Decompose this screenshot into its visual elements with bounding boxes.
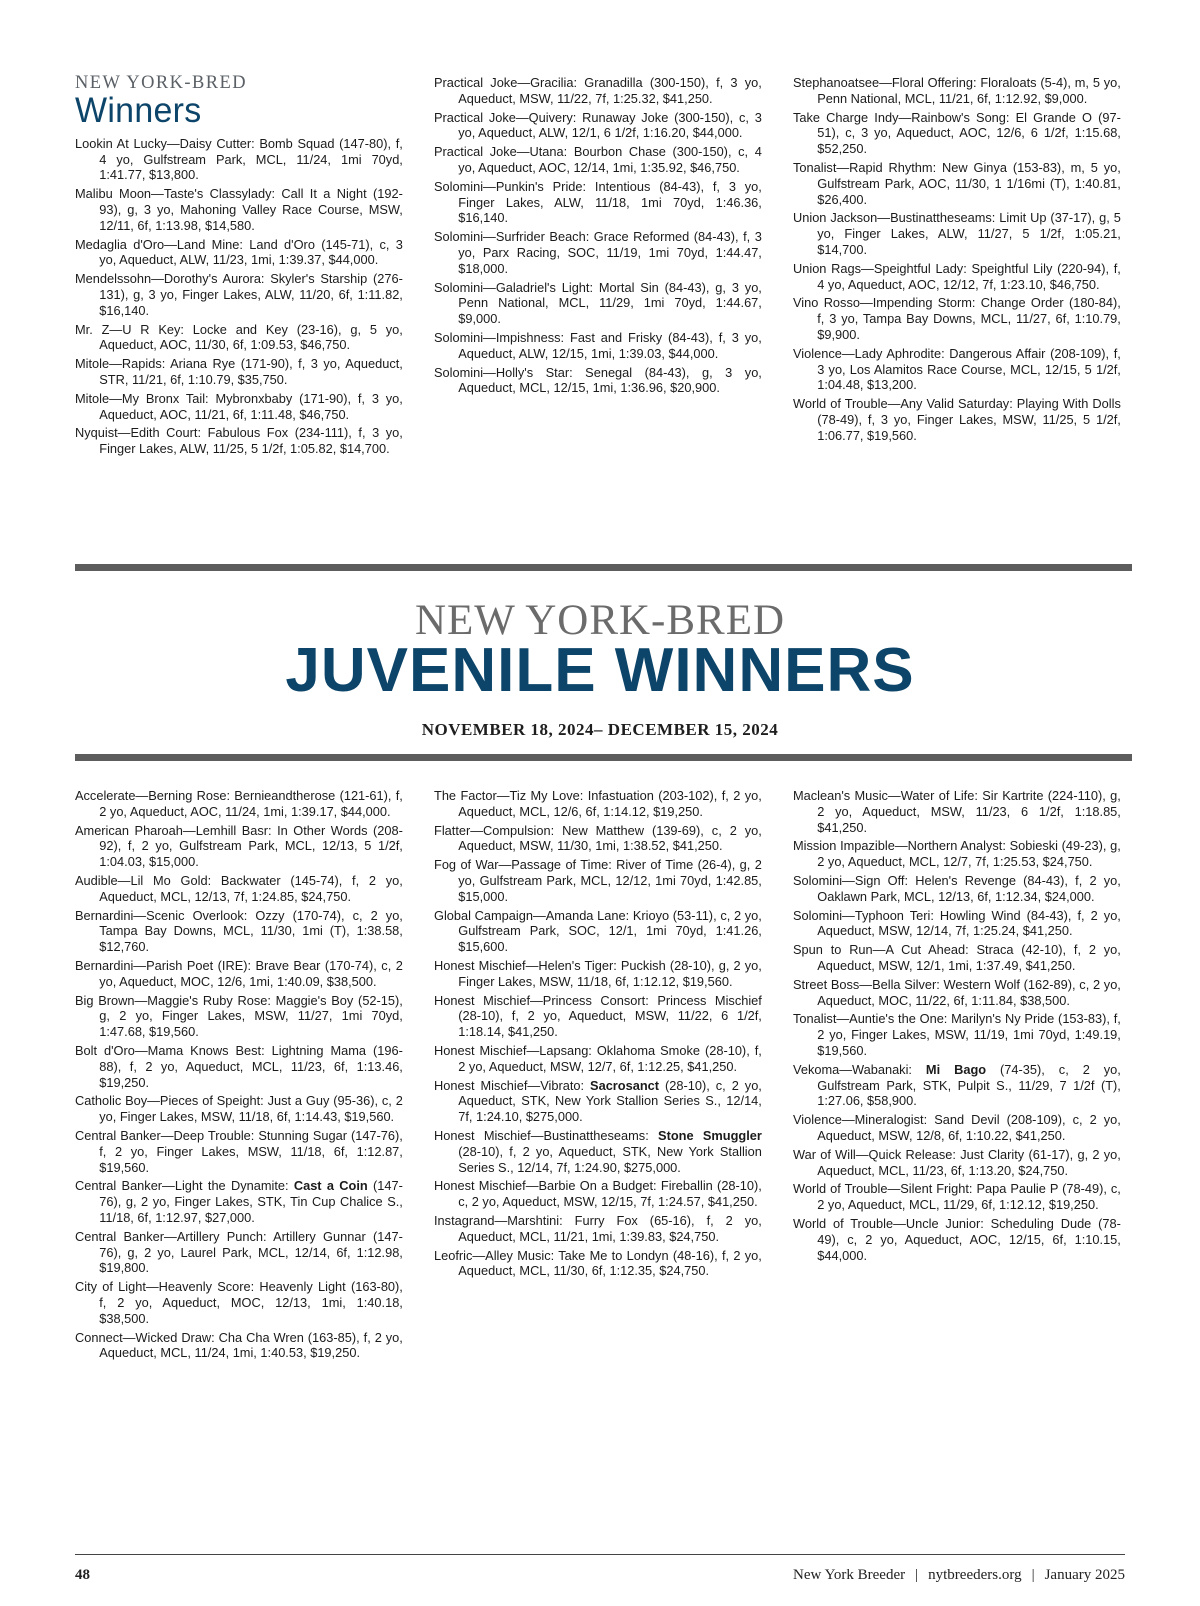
entry-pedigree: Honest Mischief—Vibrato: (434, 1077, 591, 1093)
juvenile-entry: Leofric—Alley Music: Take Me to Londyn (48-16), f, 2 yo, Aqueduct, MCL, 11/30, 6f, 1:12.35, $24,750. (434, 1247, 762, 1279)
winner-entry: Solomini—Surfrider Beach: Grace Reformed (84-43), f, 3 yo, Parx Racing, SOC, 11/19, 1mi 70yd, 1:44.47, $18,000. (434, 229, 762, 276)
juvenile-entry: Honest Mischief—Lapsang: Oklahoma Smoke (28-10), f, 2 yo, Aqueduct, MSW, 12/7, 6f, 1:12.25, $41,250. (434, 1042, 762, 1074)
entry-details: (28-10), c, 2 yo, Aqueduct, STK, New York Stallion Series S., 12/14, 7f, 1:24.10, $275,000. (458, 1077, 762, 1125)
juvenile-entry (434, 1078, 762, 1125)
juvenile-entry: World of Trouble—Silent Fright: Papa Paulie P (78-49), c, 2 yo, Aqueduct, MCL, 11/29, 6f, 1:12.12, $19,250. (793, 1181, 1121, 1213)
website-link[interactable]: nytbreeders.org (928, 1567, 1022, 1583)
juvenile-entry: Violence—Mineralogist: Sand Devil (208-109), c, 2 yo, Aqueduct, MSW, 12/8, 6f, 1:10.22, $41,250. (793, 1112, 1121, 1143)
juvenile-entry: Honest Mischief—Helen's Tiger: Puckish (28-10), g, 2 yo, Finger Lakes, MSW, 11/18, 6f, 1:12.12, $19,560. (434, 957, 762, 989)
juvenile-entry: Honest Mischief—Barbie On a Budget: Fireballin (28-10), c, 2 yo, Aqueduct, MSW, 12/15, 7f, 1:24.57, $41,250. (434, 1178, 762, 1210)
winner-entry: Tonalist—Rapid Rhythm: New Ginya (153-83), m, 5 yo, Gulfstream Park, AOC, 11/30, 1 1/16mi (T), 1:40.81, $26,400. (793, 159, 1121, 207)
winner-entry: Stephanoatsee—Floral Offering: Floraloats (5-4), m, 5 yo, Penn National, MCL, 11/21, 6f, 1:12.92, $9,000. (793, 75, 1121, 106)
juvenile-entry: Audible—Lil Mo Gold: Backwater (145-74), f, 2 yo, Aqueduct, MCL, 12/13, 7f, 1:24.85, $24,750. (75, 872, 403, 904)
winner-entry: Practical Joke—Quivery: Runaway Joke (300-150), c, 3 yo, Aqueduct, ALW, 12/1, 6 1/2f, 1:16.20, $44,000. (434, 109, 762, 141)
juvenile-column-2 (434, 788, 762, 1364)
winner-entry: Mr. Z—U R Key: Locke and Key (23-16), g, 5 yo, Aqueduct, AOC, 11/30, 6f, 1:09.53, $46,750. (75, 321, 403, 353)
winner-entry: Solomini—Holly's Star: Senegal (84-43), g, 3 yo, Aqueduct, MCL, 12/15, 1mi, 1:36.96, $20,900. (434, 364, 762, 396)
winners-column-3 (793, 75, 1121, 460)
juvenile-entry: Central Banker—Deep Trouble: Stunning Sugar (147-76), f, 2 yo, Finger Lakes, MSW, 11/18, 6f, 1:12.87, $19,560. (75, 1127, 403, 1175)
juvenile-entry: War of Will—Quick Release: Just Clarity (61-17), g, 2 yo, Aqueduct, MCL, 11/23, 6f, 1:13.20, $24,750. (793, 1146, 1121, 1178)
juvenile-title: JUVENILE WINNERS (285, 636, 915, 705)
winner-entry: Practical Joke—Utana: Bourbon Chase (300-150), c, 4 yo, Aqueduct, AOC, 12/14, 1mi, 1:35.92, $46,750. (434, 144, 762, 175)
winners-column-1 (75, 72, 403, 460)
juvenile-entry: American Pharoah—Lemhill Basr: In Other Words (208-92), f, 2 yo, Gulfstream Park, MCL, 12/13, 5 1/2f, 1:04.03, $15,000. (75, 822, 403, 870)
juvenile-column-1 (75, 788, 403, 1364)
juvenile-entry: Big Brown—Maggie's Ruby Rose: Maggie's Boy (52-15), g, 2 yo, Finger Lakes, MSW, 11/27, 1mi 70yd, 1:47.68, $19,560. (75, 992, 403, 1040)
juvenile-kicker: NEW YORK-BRED (414, 597, 786, 644)
winner-entry: Nyquist—Edith Court: Fabulous Fox (234-111), f, 3 yo, Finger Lakes, ALW, 11/25, 5 1/2f, 1:05.82, $14,700. (75, 425, 403, 457)
footer-rule (75, 1554, 1125, 1555)
winner-entry: Practical Joke—Gracilia: Granadilla (300-150), f, 3 yo, Aqueduct, MSW, 11/22, 7f, 1:25.32, $41,250. (434, 75, 762, 106)
juvenile-entry: Solomini—Typhoon Teri: Howling Wind (84-43), f, 2 yo, Aqueduct, MSW, 12/14, 7f, 1:25.24, $41,250. (793, 907, 1121, 939)
juvenile-column-3 (793, 788, 1121, 1364)
winner-entry: Mitole—Rapids: Ariana Rye (171-90), f, 3 yo, Aqueduct, STR, 11/21, 6f, 1:10.79, $35,750. (75, 356, 403, 387)
winner-entry: World of Trouble—Any Valid Saturday: Playing With Dolls (78-49), f, 3 yo, Finger Lakes, MSW, 11/25, 5 1/2f, 1:06.77, $19,560. (793, 396, 1121, 443)
juvenile-entry: Instagrand—Marshtini: Furry Fox (65-16), f, 2 yo, Aqueduct, MCL, 11/21, 1mi, 1:39.83, $24,750. (434, 1212, 762, 1244)
juvenile-entry (434, 1128, 762, 1175)
winner-entry: Mendelssohn—Dorothy's Aurora: Skyler's Starship (276-131), g, 3 yo, Finger Lakes, ALW, 11/20, 6f, 1:11.82, $16,140. (75, 271, 403, 318)
footer-separator: | (915, 1567, 919, 1583)
juvenile-entry: City of Light—Heavenly Score: Heavenly Light (163-80), f, 2 yo, Aqueduct, MOC, 12/13, 1mi, 1:40.18, $38,500. (75, 1279, 403, 1326)
winner-entry: Union Jackson—Bustinattheseams: Limit Up (37-17), g, 5 yo, Finger Lakes, ALW, 11/27, 5 1/2f, 1:05.21, $14,700. (793, 210, 1121, 257)
winner-entry: Solomini—Punkin's Pride: Intentious (84-43), f, 3 yo, Finger Lakes, ALW, 11/18, 1mi 70yd, 1:46.36, $16,140. (434, 178, 762, 226)
winner-entry: Mitole—My Bronx Tail: Mybronxbaby (171-90), f, 3 yo, Aqueduct, AOC, 11/21, 6f, 1:11.48, $46,750. (75, 390, 403, 422)
entry-details: (28-10), f, 2 yo, Aqueduct, STK, New York Stallion Series S., 12/14, 7f, 1:24.90, $275,000. (458, 1143, 762, 1175)
page-number: 48 (75, 1567, 90, 1583)
stakes-winner-name: Mi Bago (925, 1061, 987, 1077)
juvenile-entry: Central Banker—Artillery Punch: Artillery Gunnar (147-76), g, 2 yo, Laurel Park, MCL, 12/14, 6f, 1:12.98, $19,800. (75, 1228, 403, 1276)
entry-details: (74-35), c, 2 yo, Gulfstream Park, STK, Pulpit S., 11/29, 7 1/2f (T), 1:27.06, $58,900. (817, 1061, 1121, 1109)
juvenile-date-range: NOVEMBER 18, 2024– DECEMBER 15, 2024 (421, 720, 779, 739)
winner-entry: Union Rags—Speightful Lady: Speightful Lily (220-94), f, 4 yo, Aqueduct, AOC, 12/12, 7f, 1:23.10, $46,750. (793, 260, 1121, 292)
juvenile-entry: Bolt d'Oro—Mama Knows Best: Lightning Mama (196-88), f, 2 yo, Aqueduct, MCL, 11/23, 6f, 1:13.46, $19,250. (75, 1042, 403, 1090)
juvenile-entry: The Factor—Tiz My Love: Infastuation (203-102), f, 2 yo, Aqueduct, MCL, 12/6, 6f, 1:14.12, $19,250. (434, 788, 762, 819)
publication-name: New York Breeder (793, 1567, 906, 1583)
winners-column-2 (434, 75, 762, 460)
juvenile-entry: Spun to Run—A Cut Ahead: Straca (42-10), f, 2 yo, Aqueduct, MSW, 12/1, 1mi, 1:37.49, $41,250. (793, 942, 1121, 973)
footer-separator: | (1031, 1567, 1035, 1583)
winner-entry: Malibu Moon—Taste's Classylady: Call It a Night (192-93), g, 3 yo, Mahoning Valley Race Course, MSW, 12/11, 6f, 1:13.98, $14,580. (75, 186, 403, 233)
entry-pedigree: Central Banker—Light the Dynamite: (75, 1178, 294, 1194)
juvenile-entry: Mission Impazible—Northern Analyst: Sobieski (49-23), g, 2 yo, Aqueduct, MCL, 12/7, 7f, 1:25.53, $24,750. (793, 838, 1121, 870)
juvenile-entry: Fog of War—Passage of Time: River of Time (26-4), g, 2 yo, Gulfstream Park, MCL, 12/12, 1mi 70yd, 1:42.85, $15,000. (434, 857, 762, 904)
juvenile-entry: Accelerate—Berning Rose: Bernieandtherose (121-61), f, 2 yo, Aqueduct, AOC, 11/24, 1mi, 1:39.17, $44,000. (75, 788, 403, 819)
stakes-winner-name: Stone Smuggler (658, 1127, 762, 1143)
section-divider-bottom (75, 754, 1132, 761)
juvenile-entry: Tonalist—Auntie's the One: Marilyn's Ny Pride (153-83), f, 2 yo, Finger Lakes, MSW, 11/19, 1mi 70yd, 1:49.19, $19,560. (793, 1011, 1121, 1058)
juvenile-entry: Catholic Boy—Pieces of Speight: Just a Guy (95-36), c, 2 yo, Finger Lakes, MSW, 11/18, 6f, 1:14.43, $19,560. (75, 1093, 403, 1125)
winner-entry: Solomini—Impishness: Fast and Frisky (84-43), f, 3 yo, Aqueduct, ALW, 12/15, 1mi, 1:39.03, $44,000. (434, 329, 762, 361)
juvenile-entry: Bernardini—Parish Poet (IRE): Brave Bear (170-74), c, 2 yo, Aqueduct, MOC, 12/6, 1mi, 1:40.09, $38,500. (75, 957, 403, 989)
juvenile-entry: World of Trouble—Uncle Junior: Scheduling Dude (78-49), c, 2 yo, Aqueduct, AOC, 12/15, 6f, 1:10.15, $44,000. (793, 1215, 1121, 1263)
entry-pedigree: Honest Mischief—Bustinattheseams: (434, 1127, 659, 1143)
juvenile-entry: Honest Mischief—Princess Consort: Princess Mischief (28-10), f, 2 yo, Aqueduct, MSW, 11/22, 6 1/2f, 1:18.14, $41,250. (434, 992, 762, 1040)
juvenile-entry: Global Campaign—Amanda Lane: Krioyo (53-11), c, 2 yo, Gulfstream Park, SOC, 12/1, 1mi 70yd, 1:41.26, $15,600. (434, 907, 762, 955)
issue-date: January 2025 (1044, 1567, 1125, 1583)
winner-entry: Medaglia d'Oro—Land Mine: Land d'Oro (145-71), c, 3 yo, Aqueduct, ALW, 11/23, 1mi, 1:39.37, $44,000. (75, 236, 403, 268)
stakes-winner-name: Sacrosanct (590, 1077, 660, 1093)
winners-kicker: NEW YORK-BRED (75, 72, 247, 93)
winners-title: Winners (75, 90, 202, 130)
winner-entry: Solomini—Galadriel's Light: Mortal Sin (84-43), g, 3 yo, Penn National, MCL, 11/29, 1mi 70yd, 1:44.67, $9,000. (434, 279, 762, 327)
entry-pedigree: Vekoma—Wabanaki: (793, 1061, 926, 1077)
juvenile-entry: Bernardini—Scenic Overlook: Ozzy (170-74), c, 2 yo, Tampa Bay Downs, MCL, 11/30, 1mi (T), 1:38.58, $12,760. (75, 907, 403, 955)
juvenile-entry (75, 1178, 403, 1225)
footer-credits (793, 1567, 1125, 1584)
juvenile-entry (793, 1062, 1121, 1109)
section-divider-top (75, 564, 1132, 571)
winner-entry: Vino Rosso—Impending Storm: Change Order (180-84), f, 3 yo, Tampa Bay Downs, MCL, 11/27, 6f, 1:10.79, $9,900. (793, 295, 1121, 342)
winner-entry: Take Charge Indy—Rainbow's Song: El Grande O (97-51), c, 3 yo, Aqueduct, AOC, 12/6, 6 1/2f, 1:15.68, $52,250. (793, 109, 1121, 157)
juvenile-entry: Flatter—Compulsion: New Matthew (139-69), c, 2 yo, Aqueduct, MSW, 11/30, 1mi, 1:38.52, $41,250. (434, 822, 762, 854)
juvenile-entry: Solomini—Sign Off: Helen's Revenge (84-43), f, 2 yo, Oaklawn Park, MCL, 12/13, 6f, 1:12.34, $24,000. (793, 872, 1121, 904)
winner-entry: Lookin At Lucky—Daisy Cutter: Bomb Squad (147-80), f, 4 yo, Gulfstream Park, MCL, 11/24, 1mi 70yd, 1:41.77, $13,800. (75, 135, 403, 183)
stakes-winner-name: Cast a Coin (293, 1178, 368, 1194)
page-footer (75, 1565, 1125, 1589)
juvenile-entry: Connect—Wicked Draw: Cha Cha Wren (163-85), f, 2 yo, Aqueduct, MCL, 11/24, 1mi, 1:40.53, $19,250. (75, 1329, 403, 1361)
juvenile-section (75, 788, 1132, 1364)
winners-section (75, 72, 1132, 460)
juvenile-entry: Street Boss—Bella Silver: Western Wolf (162-89), c, 2 yo, Aqueduct, MOC, 11/22, 6f, 1:11.84, $38,500. (793, 976, 1121, 1008)
winner-entry: Violence—Lady Aphrodite: Dangerous Affair (208-109), f, 3 yo, Los Alamitos Race Course, MCL, 12/15, 5 1/2f, 1:04.48, $13,200. (793, 345, 1121, 393)
entry-details: (147-76), g, 2 yo, Finger Lakes, STK, Tin Cup Chalice S., 11/18, 6f, 1:12.97, $27,000. (99, 1178, 403, 1225)
juvenile-entry: Maclean's Music—Water of Life: Sir Kartrite (224-110), g, 2 yo, Aqueduct, MSW, 11/23, 6 1/2f, 1:18.85, $41,250. (793, 788, 1121, 835)
